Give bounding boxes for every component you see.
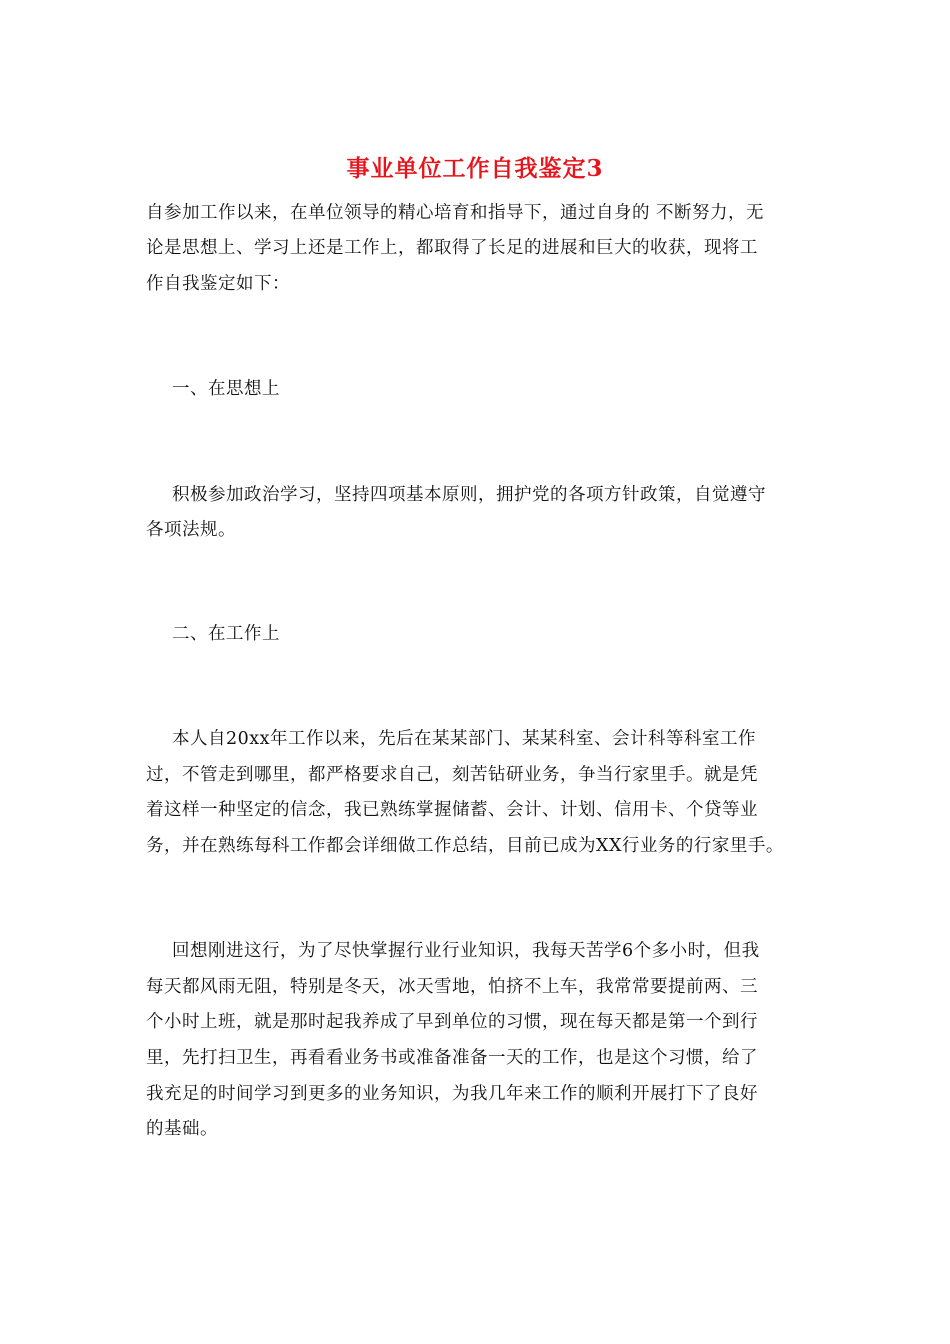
section1-line-1: 积极参加政治学习，坚持四项基本原则，拥护党的各项方针政策，自觉遵守	[172, 485, 766, 505]
section2-p2-line-6: 的基础。	[146, 1119, 218, 1139]
section2-p1-line-2: 过，不管走到哪里，都严格要求自己，刻苦钻研业务，争当行家里手。就是凭	[146, 765, 758, 785]
intro-line-2: 论是思想上、学习上还是工作上，都取得了长足的进展和巨大的收获，现将工	[146, 238, 758, 258]
section2-p2-line-1: 回想刚进这行，为了尽快掌握行业行业知识，我每天苦学6个多小时，但我	[172, 941, 760, 961]
section1-heading: 一、在思想上	[172, 379, 280, 399]
section2-p2-line-4: 里，先打扫卫生，再看看业务书或准备准备一天的工作，也是这个习惯，给了	[146, 1048, 758, 1068]
section2-p2-line-3: 个小时上班，就是那时起我养成了早到单位的习惯，现在每天都是第一个到行	[146, 1012, 758, 1032]
document-title: 事业单位工作自我鉴定3	[346, 155, 604, 182]
intro-line-1: 自参加工作以来，在单位领导的精心培育和指导下，通过自身的 不断努力，无	[146, 203, 765, 223]
section2-p2-line-5: 我充足的时间学习到更多的业务知识，为我几年来工作的顺利开展打下了良好	[146, 1084, 758, 1104]
section2-heading: 二、在工作上	[172, 624, 280, 644]
section2-p1-line-4: 务，并在熟练每科工作都会详细做工作总结，目前已成为XX行业务的行家里手。	[146, 836, 784, 856]
section2-p1-line-1: 本人自20xx年工作以来，先后在某某部门、某某科室、会计科等科室工作	[172, 729, 757, 749]
section2-p2-line-2: 每天都风雨无阻，特别是冬天，冰天雪地，怕挤不上车，我常常要提前两、三	[146, 977, 758, 997]
intro-line-3: 作自我鉴定如下：	[146, 274, 290, 294]
section2-p1-line-3: 着这样一种坚定的信念，我已熟练掌握储蓄、会计、计划、信用卡、个贷等业	[146, 800, 758, 820]
section1-line-2: 各项法规。	[146, 520, 236, 540]
